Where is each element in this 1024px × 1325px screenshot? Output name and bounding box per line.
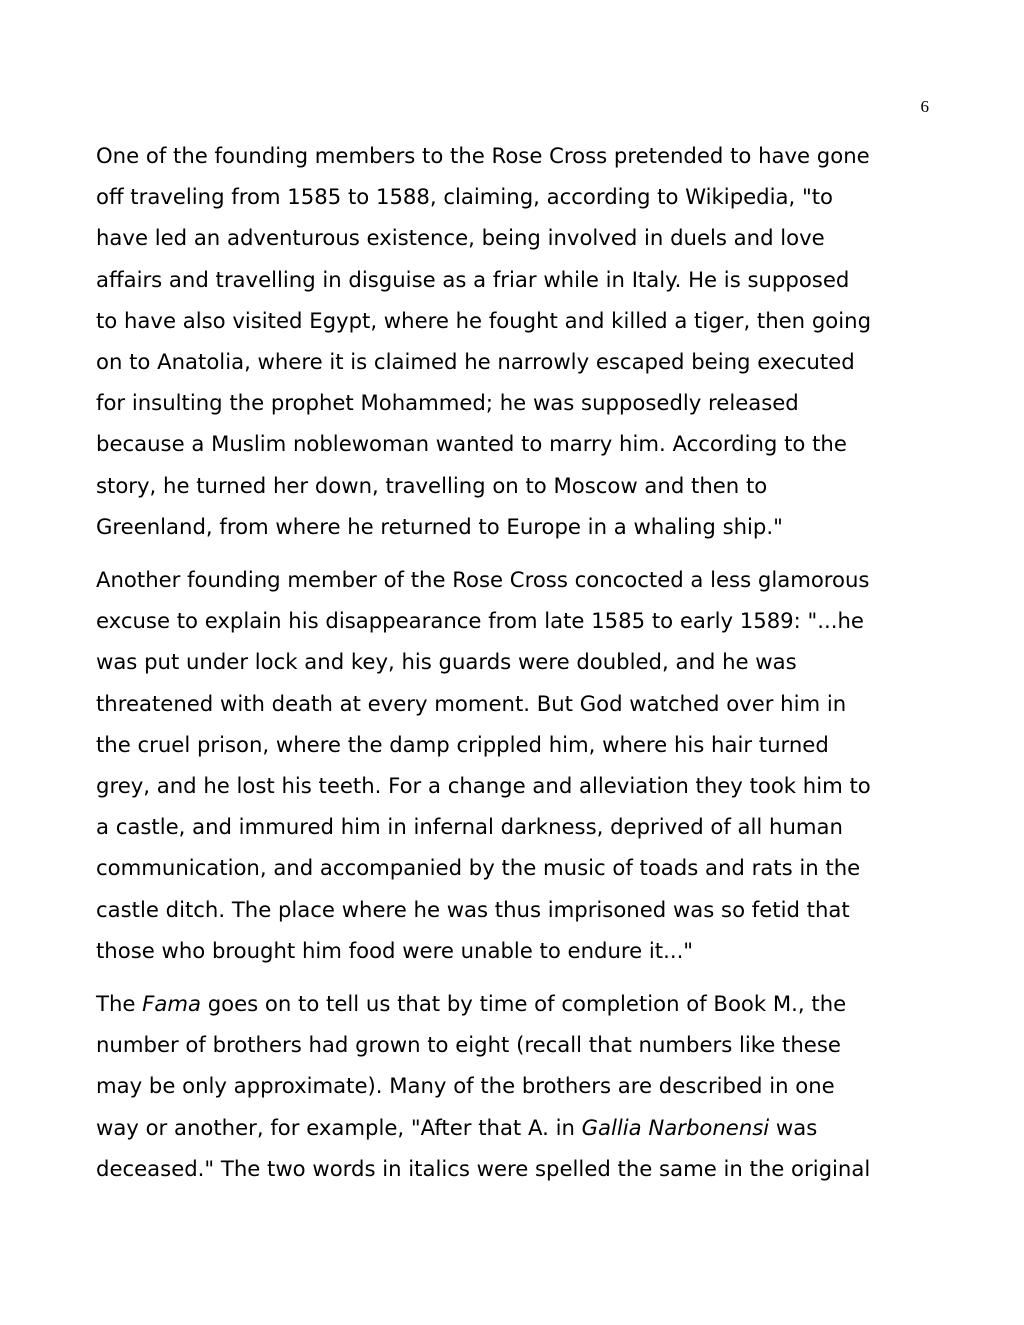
text-line: deceased." The two words in italics were spelled the same in the original <box>96 1155 871 1181</box>
text-line: a castle, and immured him in infernal darkness, deprived of all human <box>96 814 843 840</box>
text-line: on to Anatolia, where it is claimed he narrowly escaped being executed <box>96 349 855 375</box>
text-line: may be only approximate). Many of the brothers are described in one <box>96 1073 835 1099</box>
text-segment: way or another, for example, "After that A. in <box>96 1114 582 1140</box>
text-segment: goes on to tell us that by time of completion of Book M., the <box>200 991 847 1017</box>
text-line: those who brought him food were unable to endure it..." <box>96 937 694 963</box>
text-line <box>96 983 934 1024</box>
text-line: affairs and travelling in disguise as a friar while in Italy. He is supposed <box>96 266 850 292</box>
italic-term-fama: Fama <box>142 991 201 1017</box>
text-line: Another founding member of the Rose Cross concocted a less glamorous <box>96 567 870 593</box>
paragraph-1 <box>96 135 934 547</box>
text-line: grey, and he lost his teeth. For a change and alleviation they took him to <box>96 773 871 799</box>
text-line <box>96 1107 934 1148</box>
text-line: story, he turned her down, travelling on to Moscow and then to <box>96 472 768 498</box>
text-line: off traveling from 1585 to 1588, claiming, according to Wikipedia, "to <box>96 184 833 210</box>
document-body <box>96 135 934 1201</box>
italic-term-gallia-narbonensi: Gallia Narbonensi <box>581 1114 770 1140</box>
text-line: have led an adventurous existence, being involved in duels and love <box>96 225 825 251</box>
text-line: to have also visited Egypt, where he fought and killed a tiger, then going <box>96 307 872 333</box>
text-line: the cruel prison, where the damp crippled him, where his hair turned <box>96 731 829 757</box>
text-line: for insulting the prophet Mohammed; he was supposedly released <box>96 390 799 416</box>
text-line: excuse to explain his disappearance from late 1585 to early 1589: "...he <box>96 608 864 634</box>
paragraph-3 <box>96 983 934 1189</box>
text-line: communication, and accompanied by the music of toads and rats in the <box>96 855 861 881</box>
text-line: One of the founding members to the Rose Cross pretended to have gone <box>96 143 870 168</box>
text-segment: was <box>769 1114 818 1140</box>
text-line: Greenland, from where he returned to Europe in a whaling ship." <box>96 513 783 539</box>
page-number: 6 <box>920 97 929 116</box>
text-line: number of brothers had grown to eight (recall that numbers like these <box>96 1032 841 1058</box>
text-line: castle ditch. The place where he was thus imprisoned was so fetid that <box>96 896 850 922</box>
text-line: threatened with death at every moment. But God watched over him in <box>96 690 847 716</box>
text-line: because a Muslim noblewoman wanted to marry him. According to the <box>96 431 847 457</box>
text-segment: The <box>96 991 143 1017</box>
text-line: was put under lock and key, his guards were doubled, and he was <box>96 649 797 675</box>
paragraph-2 <box>96 559 934 971</box>
